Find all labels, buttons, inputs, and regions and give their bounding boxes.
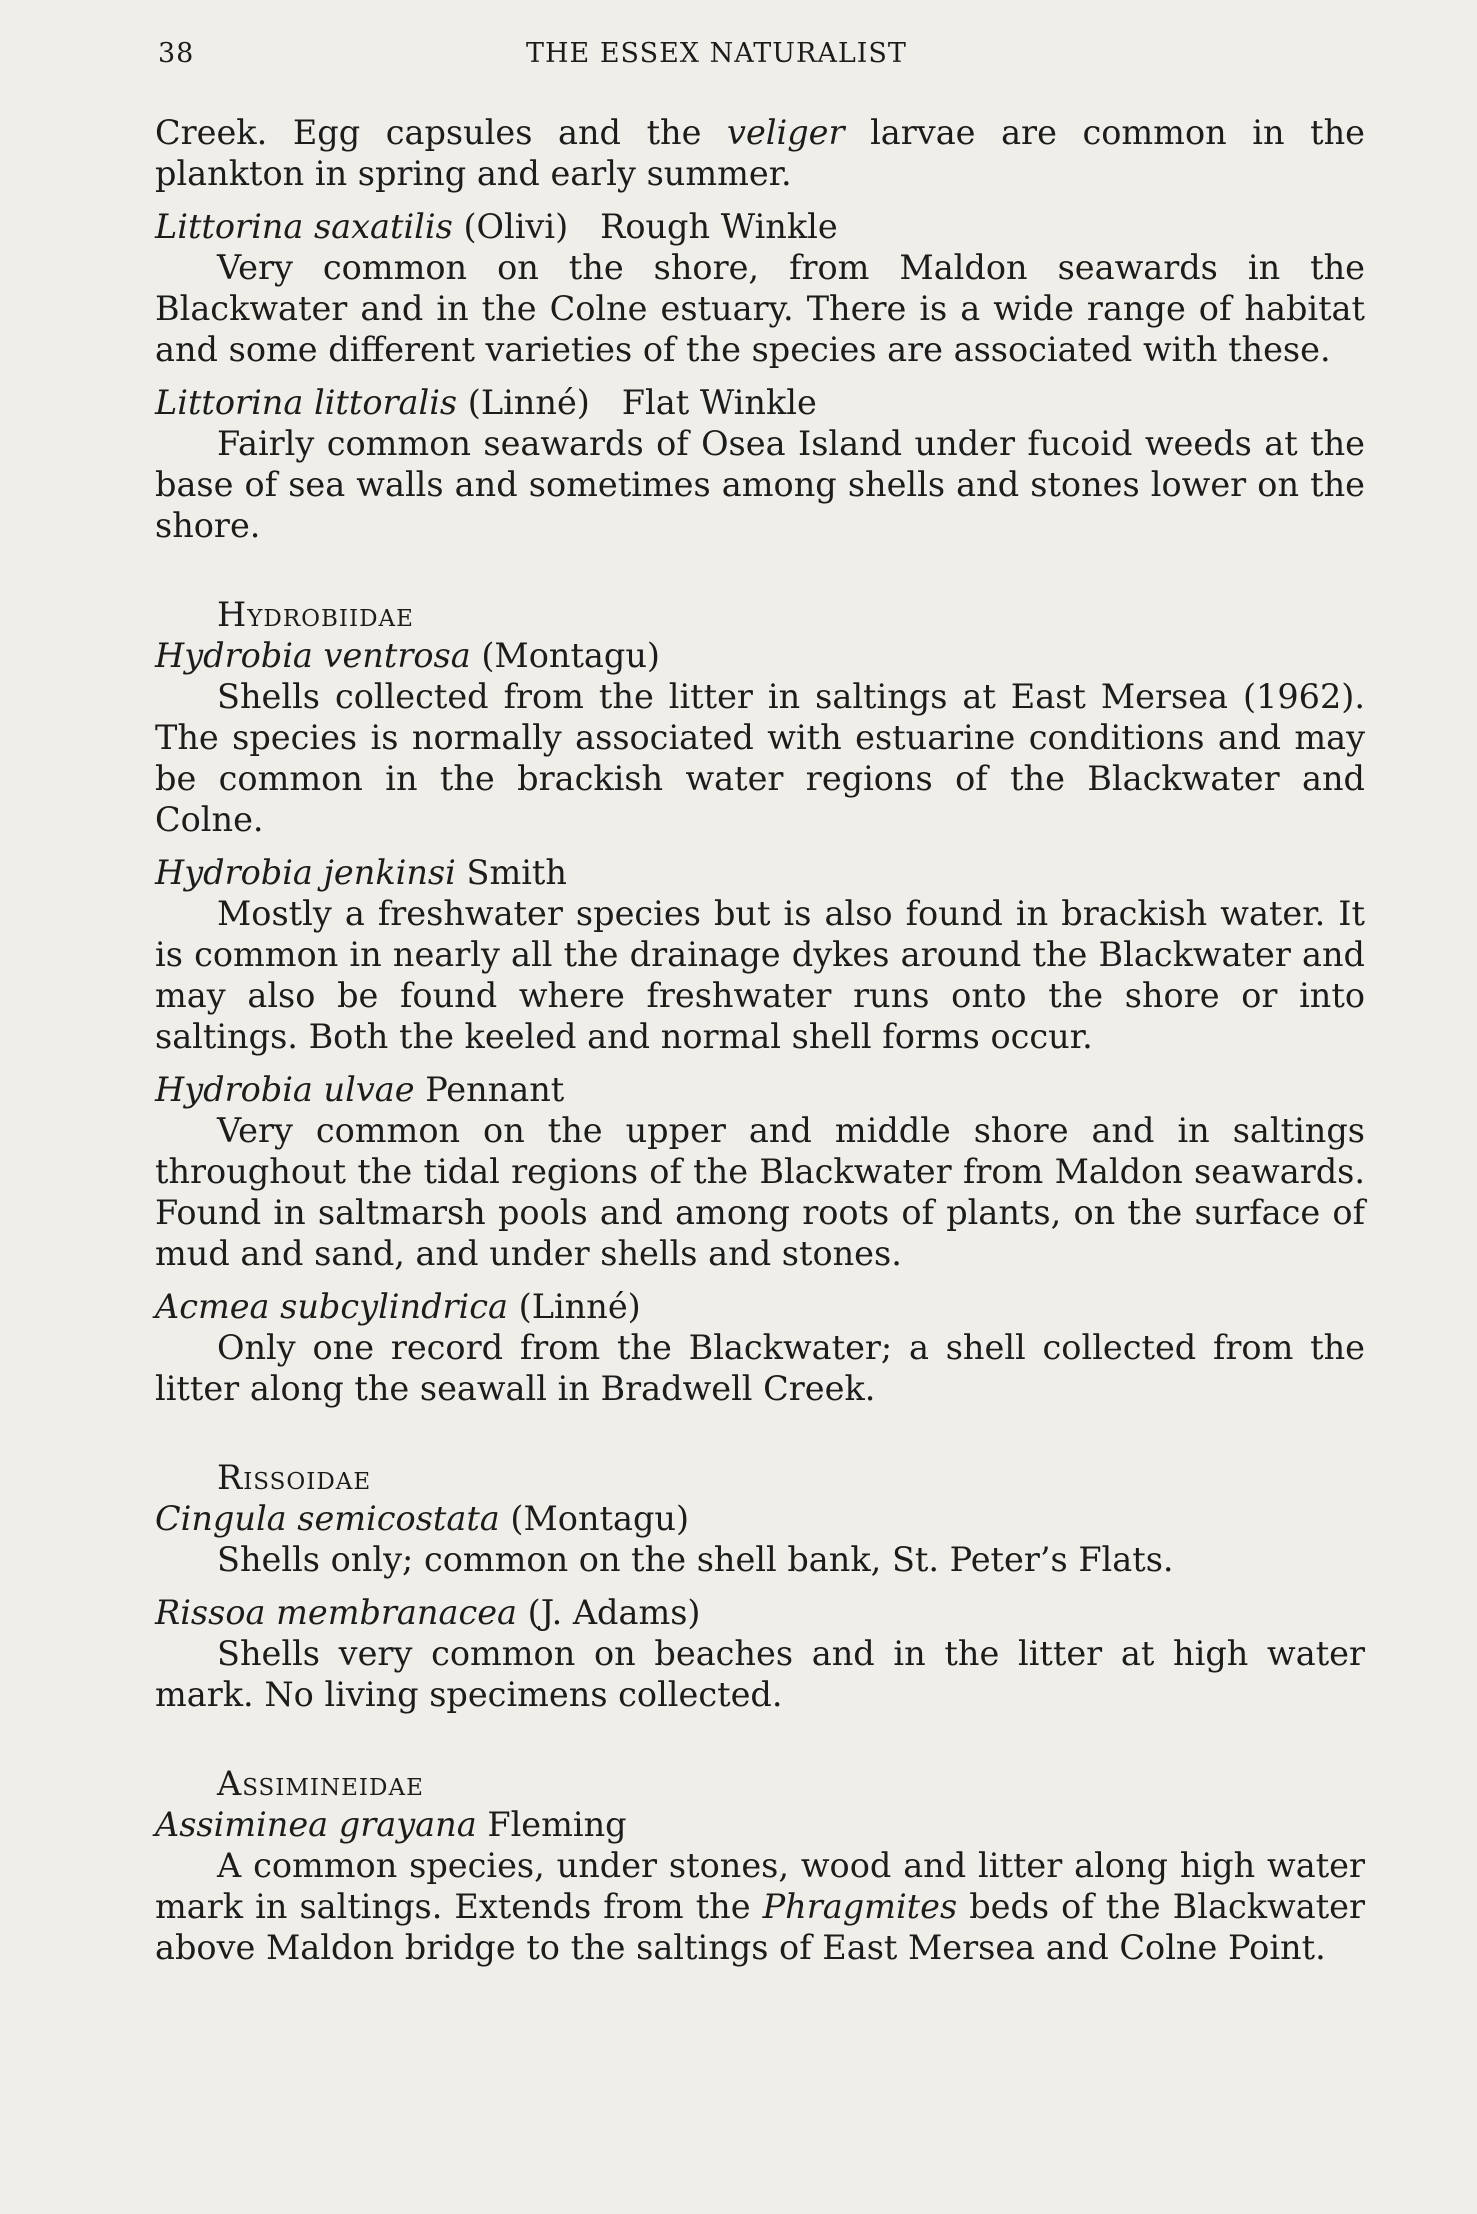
paragraph: Fairly common seawards of Osea Island under fucoid weeds at the base of sea walls and sometimes among shells and stones lower on the shore.	[155, 424, 1365, 545]
paragraph: Mostly a freshwater species but is also found in brackish water. It is common in nearly all the drainage dykes around the Blackwater and may also be found where freshwater runs onto the shore or into saltings. Both the keeled and normal shell forms occur.	[155, 894, 1365, 1056]
paragraph: Shells very common on beaches and in the litter at high water mark. No living specimens collected.	[155, 1634, 1365, 1714]
species-heading: Hydrobia ventrosa (Montagu)	[155, 636, 660, 675]
species-heading: Hydrobia jenkinsi Smith	[155, 853, 567, 892]
species-name: Littorina saxatilis	[155, 207, 453, 246]
paragraph: Only one record from the Blackwater; a shell collected from the litter along the seawall in Bradwell Creek.	[155, 1328, 1365, 1408]
species-name: Rissoa membranacea	[155, 1593, 518, 1632]
species-heading: Cingula semicostata (Montagu)	[155, 1499, 690, 1538]
paragraph: A common species, under stones, wood and litter along high water mark in saltings. Extends from the Phragmites beds of the Blackwater above Maldon bridge to the saltings of East Mersea and Colne Point.	[155, 1846, 1365, 1967]
species-name: Assiminea grayana	[155, 1805, 477, 1844]
species-name: Cingula semicostata	[155, 1499, 500, 1538]
paragraph: Shells collected from the litter in saltings at East Mersea (1962). The species is normally associated with estuarine conditions and may be common in the brackish water regions of the Blackwater and Colne.	[155, 677, 1365, 839]
paragraph: Shells only; common on the shell bank, St. Peter’s Flats.	[217, 1540, 1174, 1579]
paragraph: Very common on the upper and middle shore and in saltings throughout the tidal regions of the Blackwater from Maldon seawards. Found in saltmarsh pools and among roots of plants, on the surface of mud and sand, and under shells and stones.	[155, 1111, 1365, 1273]
species-heading: Acmea subcylindrica (Linné)	[155, 1287, 641, 1326]
running-header	[158, 38, 1358, 78]
species-name: Acmea subcylindrica	[155, 1287, 508, 1326]
common-name: Flat Winkle	[621, 383, 817, 422]
species-heading: Assiminea grayana Fleming	[155, 1805, 627, 1844]
running-title: THE ESSEX NATURALIST	[526, 38, 907, 69]
species-heading: Rissoa membranacea (J. Adams)	[155, 1593, 701, 1632]
species-name: Hydrobia ulvae	[155, 1070, 415, 1109]
species-heading: Hydrobia ulvae Pennant	[155, 1070, 565, 1109]
species-name: Hydrobia jenkinsi	[155, 853, 456, 892]
species-name: Hydrobia ventrosa	[155, 636, 471, 675]
species-name: Littorina littoralis	[155, 383, 458, 422]
species-heading: Littorina littoralis (Linné) Flat Winkle	[155, 383, 817, 422]
article-body	[155, 112, 1365, 1968]
paragraph: Very common on the shore, from Maldon seawards in the Blackwater and in the Colne estuary. There is a wide range of habitat and some different varieties of the species are associated with these.	[155, 248, 1365, 369]
paragraph: Creek. Egg capsules and the veliger larvae are common in the plankton in spring and early summer.	[155, 113, 1365, 193]
family-heading: Assimineidae	[217, 1764, 424, 1803]
common-name: Rough Winkle	[600, 207, 838, 246]
family-heading: Rissoidae	[217, 1458, 372, 1497]
species-heading: Littorina saxatilis (Olivi) Rough Winkle	[155, 207, 838, 246]
page-number: 38	[158, 38, 195, 69]
family-heading: Hydrobiidae	[217, 595, 414, 634]
